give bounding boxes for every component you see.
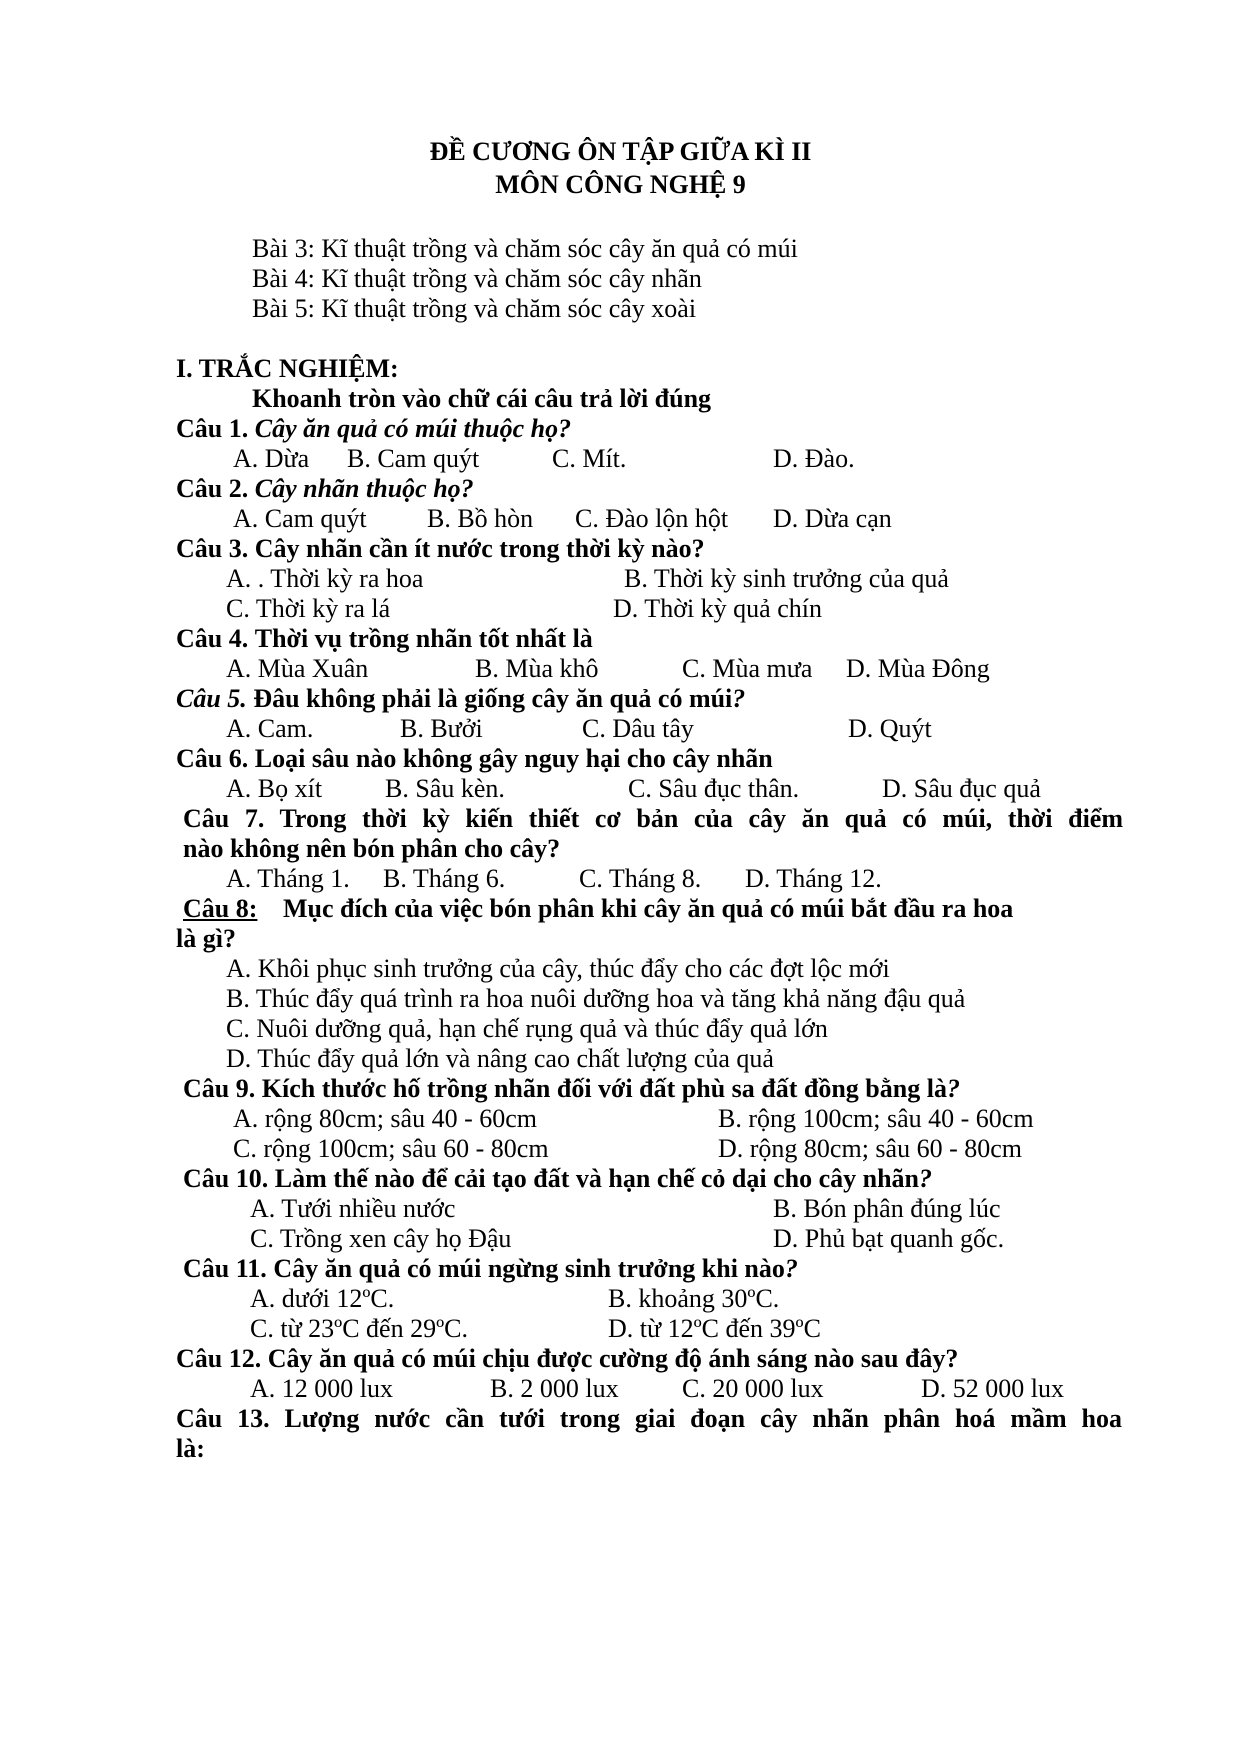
question-text: Loại sâu nào không gây nguy hại cho cây nhãn xyxy=(254,744,773,773)
option-a: A. Mùa Xuân xyxy=(226,654,369,683)
option-c: C. Trồng xen cây họ Đậu xyxy=(250,1224,512,1253)
question-label: Câu 6. xyxy=(176,744,249,773)
question-label: Câu 12. xyxy=(176,1344,262,1373)
question-1 xyxy=(176,412,571,446)
question-3 xyxy=(176,532,705,566)
question-end: ? xyxy=(732,684,746,713)
option-b: B. rộng 100cm; sâu 40 - 60cm xyxy=(718,1104,1034,1133)
option-c: C. Tháng 8. xyxy=(579,864,702,893)
option-c: C. Mít. xyxy=(552,444,627,473)
document-title: ĐỀ CƯƠNG ÔN TẬP GIỮA KÌ II xyxy=(429,137,812,166)
lesson-3: Bài 3: Kĩ thuật trồng và chăm sóc cây ăn quả có múi xyxy=(252,234,798,263)
question-text: Thời vụ trồng nhãn tốt nhất là xyxy=(254,624,593,653)
lesson-4: Bài 4: Kĩ thuật trồng và chăm sóc cây nhãn xyxy=(252,264,702,293)
question-13-line-2: là: xyxy=(176,1434,205,1463)
question-8-line-2: là gì? xyxy=(176,924,236,953)
option-c: C. rộng 100cm; sâu 60 - 80cm xyxy=(233,1134,549,1163)
question-10 xyxy=(183,1162,932,1196)
option-a: A. Tháng 1. xyxy=(226,864,350,893)
option-c: C. từ 23ºC đến 29ºC. xyxy=(250,1314,469,1343)
option-b: B. Tháng 6. xyxy=(383,864,506,893)
question-label: Câu 2. xyxy=(176,474,249,503)
option-a: A. . Thời kỳ ra hoa xyxy=(226,564,424,593)
question-4 xyxy=(176,622,593,656)
option-c: C. Sâu đục thân. xyxy=(628,774,800,803)
question-text: Cây nhãn thuộc họ? xyxy=(254,474,474,503)
option-c: C. Dâu tây xyxy=(582,714,694,743)
question-9 xyxy=(183,1072,960,1106)
question-end: ? xyxy=(946,1074,960,1103)
question-label: Câu 9. xyxy=(183,1074,256,1103)
question-label: Câu 1. xyxy=(176,414,249,443)
option-b: B. Cam quýt xyxy=(347,444,480,473)
section-instruction: Khoanh tròn vào chữ cái câu trả lời đúng xyxy=(252,384,712,413)
question-end: ? xyxy=(919,1164,933,1193)
question-7-line-1: Câu 7. Trong thời kỳ kiến thiết cơ bản của cây ăn quả có múi, thời điểm xyxy=(183,804,1123,833)
question-text: Cây ăn quả có múi thuộc họ? xyxy=(254,414,572,443)
document-subtitle: MÔN CÔNG NGHỆ 9 xyxy=(495,170,746,199)
option-c: C. Đào lộn hột xyxy=(575,504,729,533)
option-c: C. 20 000 lux xyxy=(682,1374,824,1403)
option-a: A. Khôi phục sinh trưởng của cây, thúc đẩy cho các đợt lộc mới xyxy=(226,954,890,983)
question-8-line-1: Mục đích của việc bón phân khi cây ăn quả có múi bắt đầu ra hoa xyxy=(283,894,1014,923)
option-d: D. Dừa cạn xyxy=(773,504,892,533)
option-d: D. Mùa Đông xyxy=(846,654,990,683)
option-b: B. 2 000 lux xyxy=(490,1374,619,1403)
option-d: D. Tháng 12. xyxy=(745,864,882,893)
option-a: A. Cam quýt xyxy=(233,504,367,533)
option-b: B. Bưởi xyxy=(400,714,483,743)
option-d: D. từ 12ºC đến 39ºC xyxy=(608,1314,821,1343)
question-6 xyxy=(176,742,773,776)
question-text: Đâu không phải là giống cây ăn quả có múi xyxy=(253,684,733,713)
option-d: D. Phủ bạt quanh gốc. xyxy=(773,1224,1005,1253)
question-8-label xyxy=(183,892,257,926)
question-text: Làm thế nào để cải tạo đất và hạn chế cỏ dại cho cây nhãn xyxy=(274,1164,920,1193)
option-b: B. Sâu kèn. xyxy=(385,774,505,803)
question-2 xyxy=(176,472,474,506)
question-text: Cây ăn quả có múi chịu được cường độ ánh sáng nào sau đây? xyxy=(267,1344,959,1373)
question-label: Câu 10. xyxy=(183,1164,269,1193)
option-a: A. rộng 80cm; sâu 40 - 60cm xyxy=(233,1104,538,1133)
question-11 xyxy=(183,1252,798,1286)
option-a: A. dưới 12ºC. xyxy=(250,1284,395,1313)
question-label: Câu 8: xyxy=(183,894,258,923)
question-text: Cây ăn quả có múi ngừng sinh trưởng khi nào xyxy=(273,1254,785,1283)
question-label: Câu 3. xyxy=(176,534,249,563)
question-label: Câu 4. xyxy=(176,624,249,653)
question-label: Câu 5. xyxy=(176,684,247,713)
option-b: B. Mùa khô xyxy=(475,654,599,683)
option-d: D. 52 000 lux xyxy=(921,1374,1064,1403)
option-d: D. Quýt xyxy=(848,714,932,743)
option-a: A. Bọ xít xyxy=(226,774,323,803)
option-b: B. Thúc đẩy quá trình ra hoa nuôi dưỡng hoa và tăng khả năng đậu quả xyxy=(226,984,966,1013)
option-c: C. Thời kỳ ra lá xyxy=(226,594,391,623)
option-b: B. Bón phân đúng lúc xyxy=(773,1194,1001,1223)
question-text: Kích thước hố trồng nhãn đối với đất phù sa đất đồng bằng là xyxy=(261,1074,947,1103)
section-heading: I. TRẮC NGHIỆM: xyxy=(176,354,399,383)
question-5 xyxy=(176,682,745,716)
option-a: A. 12 000 lux xyxy=(250,1374,393,1403)
lesson-5: Bài 5: Kĩ thuật trồng và chăm sóc cây xoài xyxy=(252,294,697,323)
option-d: D. Thúc đẩy quả lớn và nâng cao chất lượng của quả xyxy=(226,1044,774,1073)
option-c: C. Mùa mưa xyxy=(682,654,813,683)
option-b: B. khoảng 30ºC. xyxy=(608,1284,780,1313)
option-c: C. Nuôi dưỡng quả, hạn chế rụng quả và thúc đẩy quả lớn xyxy=(226,1014,828,1043)
option-d: D. Sâu đục quả xyxy=(882,774,1041,803)
option-a: A. Dừa xyxy=(233,444,310,473)
question-13-line-1: Câu 13. Lượng nước cần tưới trong giai đoạn cây nhãn phân hoá mầm hoa xyxy=(176,1404,1122,1433)
question-label: Câu 11. xyxy=(183,1254,267,1283)
option-b: B. Thời kỳ sinh trưởng của quả xyxy=(624,564,949,593)
question-7-line-2: nào không nên bón phân cho cây? xyxy=(183,834,561,863)
question-end: ? xyxy=(784,1254,798,1283)
option-a: A. Cam. xyxy=(226,714,314,743)
option-d: D. rộng 80cm; sâu 60 - 80cm xyxy=(718,1134,1023,1163)
option-d: D. Thời kỳ quả chín xyxy=(613,594,822,623)
option-d: D. Đào. xyxy=(773,444,855,473)
question-text: Cây nhãn cần ít nước trong thời kỳ nào? xyxy=(254,534,705,563)
question-12 xyxy=(176,1342,958,1376)
option-a: A. Tưới nhiều nước xyxy=(250,1194,456,1223)
option-b: B. Bồ hòn xyxy=(427,504,534,533)
